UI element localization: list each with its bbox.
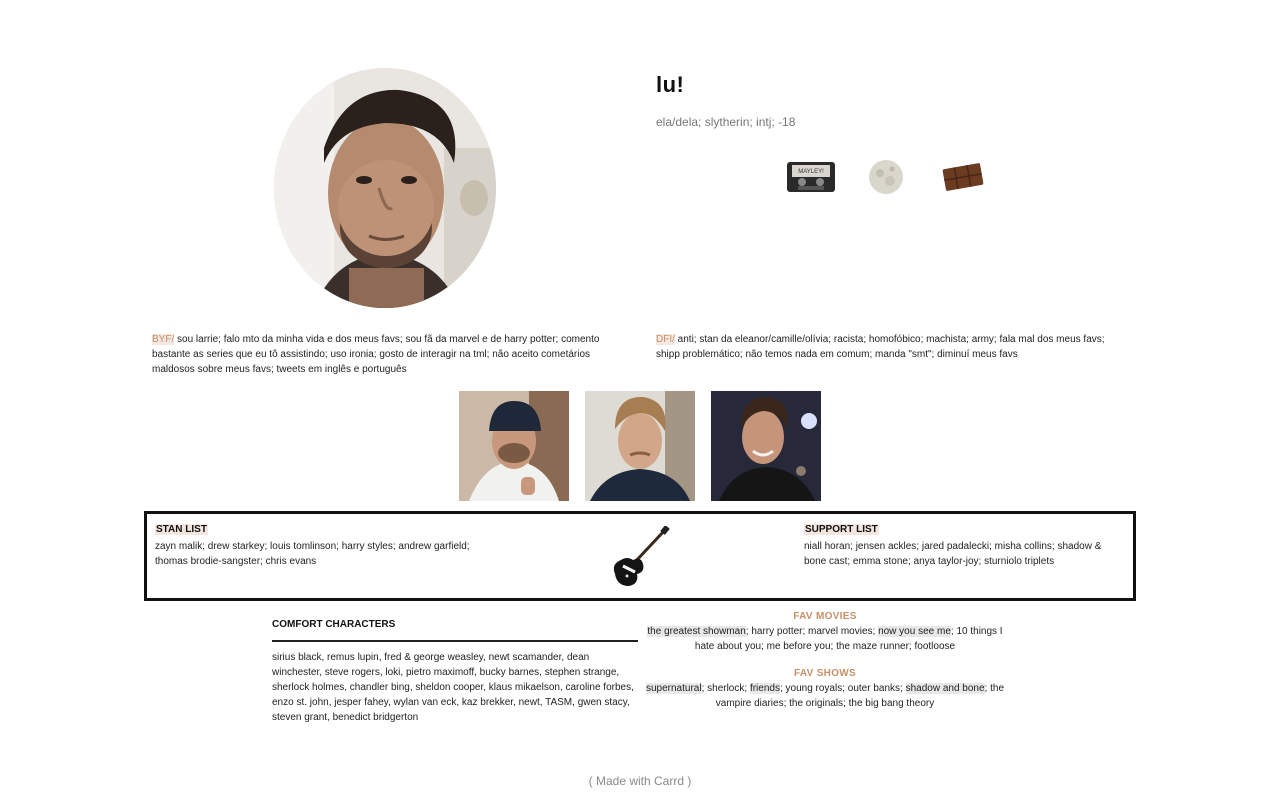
cassette-label: MAYLEY! — [798, 169, 824, 175]
photo-2 — [585, 391, 695, 501]
profile-subtitle: ela/dela; slytherin; intj; -18 — [656, 115, 796, 129]
movies-text-part: ; 10 things I hate about you; me before you; the maze runner; footloose — [694, 626, 1003, 652]
support-list-title: SUPPORT LIST — [805, 524, 878, 535]
electric-guitar-icon — [609, 526, 671, 588]
photo-3 — [711, 391, 821, 501]
movies-text-part: ; harry potter; marvel movies; — [745, 626, 879, 637]
photo-man-in-cap-icon — [459, 391, 569, 501]
fav-shows-text — [642, 681, 1008, 711]
cassette-tape-icon — [786, 158, 836, 196]
fav-movies-text — [642, 624, 1008, 654]
byf-section — [152, 332, 612, 377]
photo-man-smiling-icon — [711, 391, 821, 501]
movie-highlight: now you see me — [878, 626, 951, 637]
comfort-divider — [272, 640, 638, 642]
byf-tag: BYF/ — [152, 334, 175, 345]
profile-name: lu! — [656, 72, 685, 97]
fav-movies-title: FAV MOVIES — [793, 611, 857, 622]
shows-text-part: ; sherlock; — [701, 683, 750, 694]
show-highlight: friends — [749, 683, 780, 694]
movie-highlight: the greatest showman — [647, 626, 746, 637]
dfi-text: anti; stan da eleanor/camille/olívia; racista; homofóbico; machista; army; fala mal dos meus favs; shipp problemático; não temos nada em comum; manda "smt"; diminuí meus favs — [656, 334, 1105, 360]
full-moon-icon — [868, 158, 904, 196]
dfi-section — [656, 332, 1126, 362]
photo-1 — [459, 391, 569, 501]
dfi-tag: DFI/ — [656, 334, 675, 345]
shows-text-part: ; the vampire diaries; the originals; the big bang theory — [715, 683, 1005, 709]
stan-list-title: STAN LIST — [156, 524, 207, 535]
made-with-carrd-link[interactable]: ( Made with Carrd ) — [588, 774, 692, 788]
show-highlight: supernatural — [645, 683, 702, 694]
profile-photo-icon — [274, 68, 496, 308]
show-highlight: shadow and bone — [905, 683, 985, 694]
profile-photo — [274, 68, 496, 308]
support-list-text: niall horan; jensen ackles; jared padalecki; misha collins; shadow & bone cast; emma stone; anya taylor-joy; sturniolo triplets — [804, 541, 1102, 567]
photo-man-blonde-icon — [585, 391, 695, 501]
fav-shows-title: FAV SHOWS — [794, 668, 856, 679]
stan-support-box — [144, 511, 1136, 601]
comfort-characters-title: COMFORT CHARACTERS — [272, 619, 396, 630]
comfort-characters-text: sirius black, remus lupin, fred & george weasley, newt scamander, dean winchester, steve rogers, loki, pietro maximoff, bucky barnes, stephen strange, sherlock holmes, chandler bing, sheldon cooper, klaus mikaelson, caroline forbes, enzo st. john, jesper fahey, wylan van eck, kaz brekker, newt, TASM, gwen stacy, steven grant, benedict bridgerton — [272, 652, 634, 723]
chocolate-icon — [940, 158, 986, 196]
byf-text: sou larrie; falo mto da minha vida e dos meus favs; sou fã da marvel e de harry potter; comento bastante as series que eu tô assistindo; uso ironia; gosto de interagir na tml; não aceito cometários maldosos sobre meus favs; tweets em inglês e português — [152, 334, 600, 375]
stan-list-text: zayn malik; drew starkey; louis tomlinson; harry styles; andrew garfield; thomas brodie-sangster; chris evans — [155, 541, 470, 567]
shows-text-part: ; young royals; outer banks; — [779, 683, 906, 694]
